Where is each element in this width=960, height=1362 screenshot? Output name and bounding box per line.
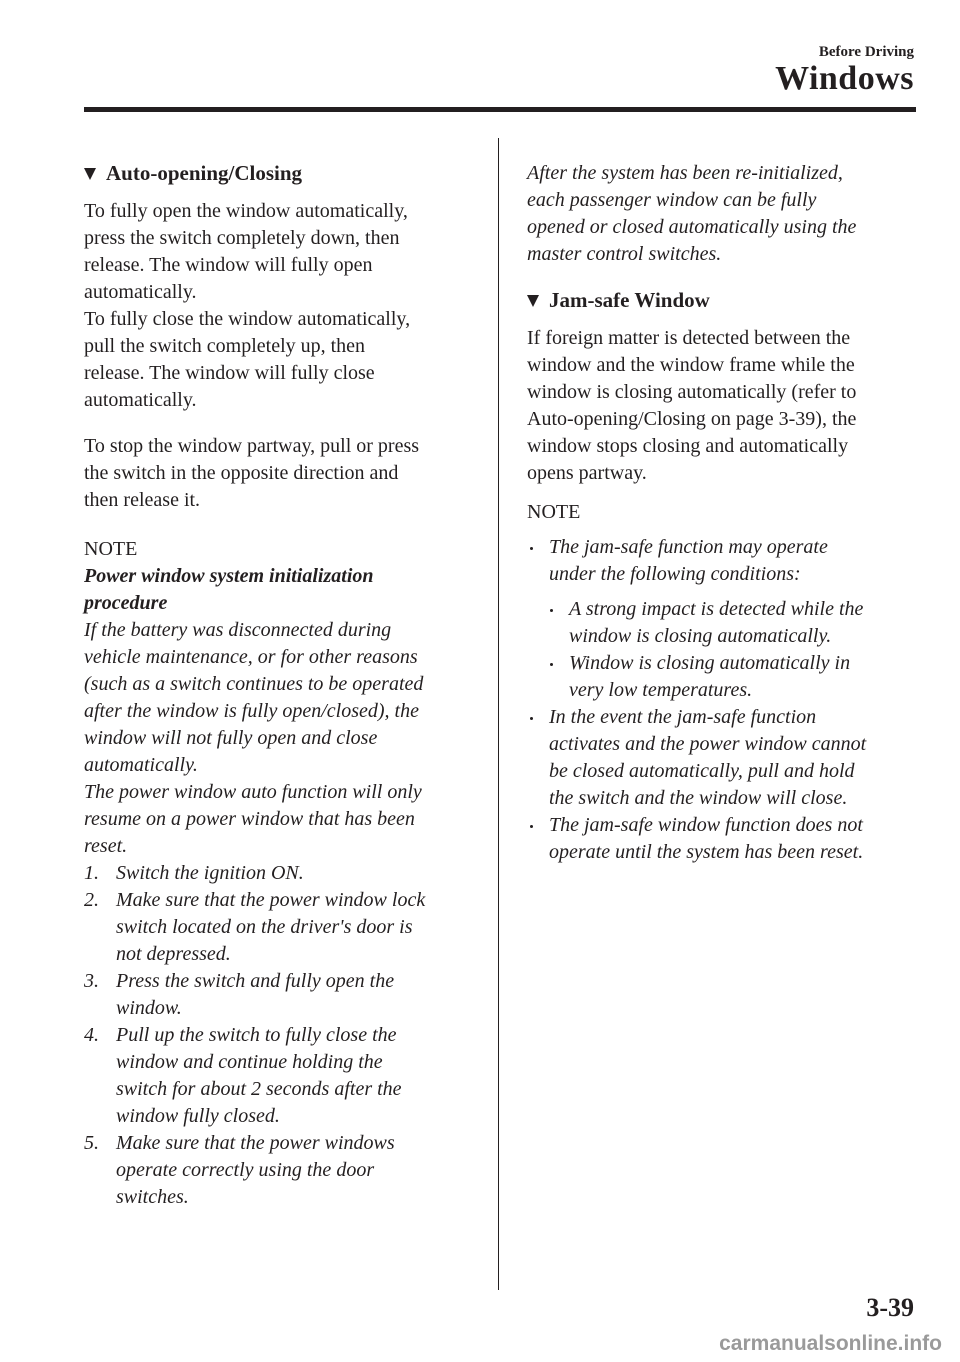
bullet-dot-icon	[527, 534, 549, 588]
reinitialized-paragraph: After the system has been re-initialized, each passenger window can be fully opened or closed automatically using the master control switches.	[527, 162, 857, 265]
triangle-bullet-icon	[84, 168, 96, 180]
auto-opening-heading-text: Auto-opening/Closing	[106, 161, 303, 185]
page-number: 3-39	[866, 1293, 914, 1322]
bullet-dot-icon	[527, 704, 549, 812]
note-body: If the battery was disconnected during vehicle maintenance, or for other reasons (such as a switch continues to be operated after the window is fully open/closed), the window will not fully open and close automatically. The power window auto function will only resume on a power window that has been reset.	[84, 619, 424, 857]
jam-safe-note-list	[527, 534, 912, 588]
step-item: 2. Make sure that the power window lock switch located on the driver's door is not depressed.	[84, 889, 426, 965]
stop-window-paragraph: To stop the window partway, pull or press the switch in the opposite direction and then release it.	[84, 435, 420, 511]
list-item: A strong impact is detected while the window is closing automatically.	[547, 596, 912, 650]
conditions-sublist	[527, 596, 912, 704]
step-item: 1. Switch the ignition ON.	[84, 862, 304, 884]
watermark: carmanualsonline.info	[719, 1332, 942, 1355]
jam-safe-note-list-cont	[527, 704, 912, 866]
bullet-dot-icon	[547, 650, 569, 704]
auto-open-paragraph: To fully open the window automatically, press the switch completely down, then release. The window will fully open automatically. To fully close the window automatically, pull the switch completely up, then release. The window will fully close automatically.	[84, 200, 411, 411]
header-rule	[84, 107, 916, 112]
initialization-steps	[84, 860, 479, 1211]
list-item: In the event the jam-safe function activates and the power window cannot be closed automatically, pull and hold the switch and the window will close.	[527, 704, 912, 812]
note-title: Power window system initialization procedure	[84, 565, 374, 614]
note-label: NOTE	[84, 538, 138, 560]
list-item: Window is closing automatically in very low temperatures.	[547, 650, 912, 704]
column-divider	[498, 138, 499, 1290]
page-title: Windows	[775, 60, 914, 97]
jam-safe-heading-text: Jam-safe Window	[549, 288, 710, 312]
note-label: NOTE	[527, 501, 581, 523]
right-column	[527, 160, 912, 866]
bullet-dot-icon	[527, 812, 549, 866]
list-item: The jam-safe function may operate under the following conditions:	[527, 534, 912, 588]
step-item: 3. Press the switch and fully open the window.	[84, 970, 395, 1019]
auto-opening-heading	[84, 160, 479, 187]
step-item: 4. Pull up the switch to fully close the window and continue holding the switch for about 2 seconds after the window fully closed.	[84, 1024, 402, 1127]
left-column	[84, 160, 479, 1211]
header-section-label: Before Driving	[818, 44, 914, 60]
triangle-bullet-icon	[527, 295, 539, 307]
bullet-dot-icon	[547, 596, 569, 650]
jam-safe-paragraph: If foreign matter is detected between the window and the window frame while the window is closing automatically (refer to Auto-opening/Closing on page 3-39), the window stops closing and automatically opens partway.	[527, 327, 857, 484]
list-item: The jam-safe window function does not operate until the system has been reset.	[527, 812, 912, 866]
step-item: 5. Make sure that the power windows operate correctly using the door switches.	[84, 1132, 395, 1208]
jam-safe-heading	[527, 287, 912, 314]
